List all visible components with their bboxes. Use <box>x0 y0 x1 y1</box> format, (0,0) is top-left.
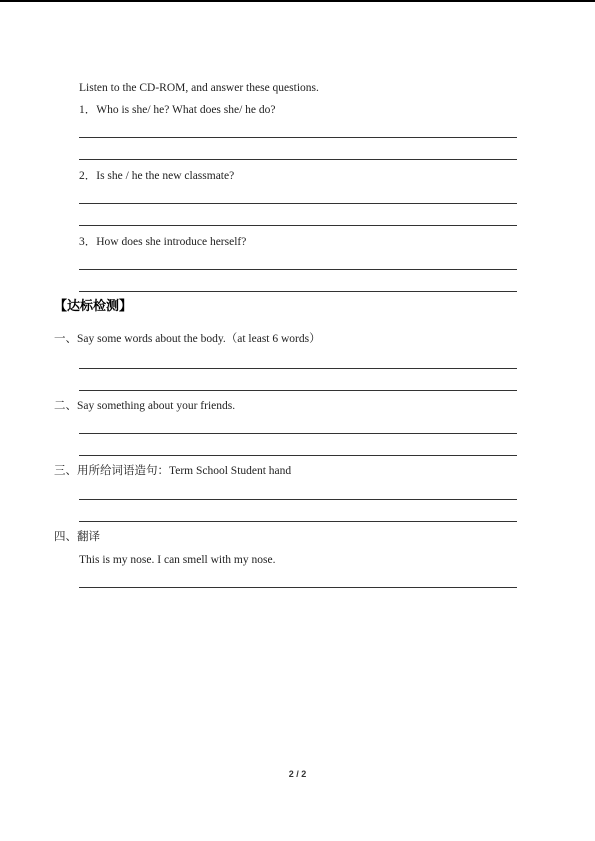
answer-line[interactable] <box>79 291 517 292</box>
task-1: 一、Say some words about the body.（at least 6 words） <box>54 333 321 345</box>
question-3: 3．How does she introduce herself? <box>79 236 247 248</box>
question-1: 1．Who is she/ he? What does she/ he do? <box>79 104 276 116</box>
task-2: 二、Say something about your friends. <box>54 400 236 412</box>
task-4: 四、翻译 <box>54 531 100 543</box>
answer-line[interactable] <box>79 455 517 456</box>
section-heading: 【达标检测】 <box>54 299 133 314</box>
answer-line[interactable] <box>79 587 517 588</box>
top-border <box>0 0 595 2</box>
answer-line[interactable] <box>79 433 517 434</box>
answer-line[interactable] <box>79 269 517 270</box>
answer-line[interactable] <box>79 521 517 522</box>
answer-line[interactable] <box>79 368 517 369</box>
page-number: 2 / 2 <box>288 769 307 779</box>
answer-line[interactable] <box>79 225 517 226</box>
answer-line[interactable] <box>79 499 517 500</box>
answer-line[interactable] <box>79 137 517 138</box>
task-3: 三、用所给词语造句：Term School Student hand <box>54 465 292 477</box>
answer-line[interactable] <box>79 203 517 204</box>
listening-instruction: Listen to the CD-ROM, and answer these questions. <box>79 82 319 94</box>
answer-line[interactable] <box>79 390 517 391</box>
translation-sentence: This is my nose. I can smell with my nose. <box>79 554 276 566</box>
question-2: 2．Is she / he the new classmate? <box>79 170 235 182</box>
answer-line[interactable] <box>79 159 517 160</box>
